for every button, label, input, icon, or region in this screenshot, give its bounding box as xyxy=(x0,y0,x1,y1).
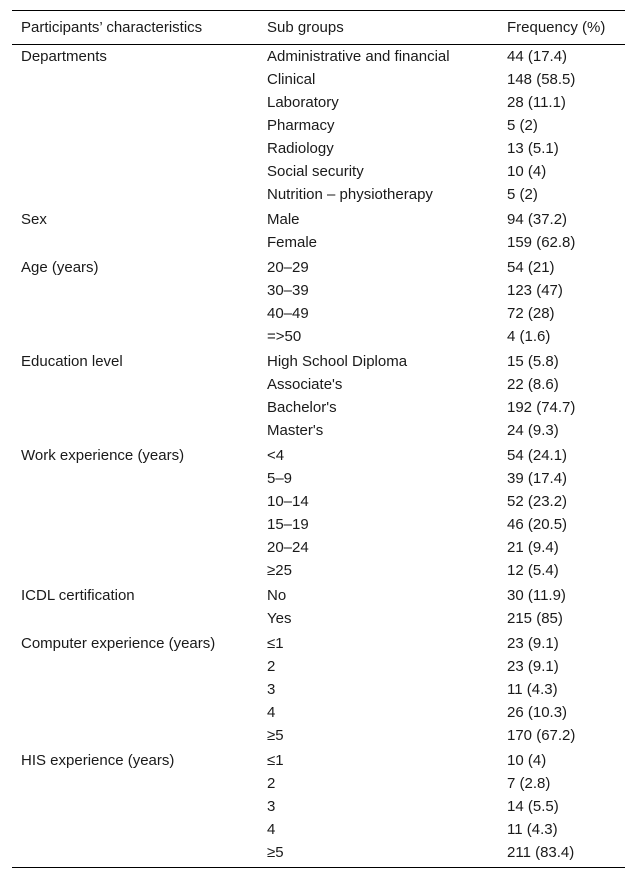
subgroup-cell: 5–9 xyxy=(267,470,293,487)
subgroup-cell: Pharmacy xyxy=(267,117,335,134)
subgroup-cell: 3 xyxy=(267,681,276,698)
subgroup-cell: 2 xyxy=(267,658,276,675)
frequency-cell: 123 (47) xyxy=(507,282,563,299)
frequency-cell: 14 (5.5) xyxy=(507,798,559,815)
table-row xyxy=(12,419,625,442)
frequency-cell: 11 (4.3) xyxy=(507,681,558,698)
subgroup-cell: 40–49 xyxy=(267,305,309,322)
characteristic-cell xyxy=(12,490,258,513)
characteristic-cell xyxy=(12,467,258,490)
subgroup-cell: 4 xyxy=(267,821,276,838)
characteristic-cell xyxy=(12,678,258,701)
frequency-cell: 5 (2) xyxy=(507,186,538,203)
characteristic-cell xyxy=(12,68,258,91)
frequency-cell: 13 (5.1) xyxy=(507,140,559,157)
subgroup-cell: Social security xyxy=(267,163,364,180)
characteristic-cell: HIS experience (years) xyxy=(21,752,175,769)
characteristic-cell xyxy=(12,419,258,442)
table-row xyxy=(12,818,625,841)
characteristic-cell: Age (years) xyxy=(21,259,99,276)
characteristic-cell xyxy=(12,795,258,818)
frequency-cell: 24 (9.3) xyxy=(507,422,559,439)
frequency-cell: 11 (4.3) xyxy=(507,821,558,838)
characteristic-cell xyxy=(12,137,258,160)
characteristic-cell: Computer experience (years) xyxy=(21,635,216,652)
characteristic-cell xyxy=(12,302,258,325)
table-row xyxy=(12,302,625,325)
characteristic-cell xyxy=(12,325,258,348)
table-row xyxy=(12,559,625,582)
frequency-cell: 26 (10.3) xyxy=(507,704,568,721)
subgroup-cell: Radiology xyxy=(267,140,334,157)
frequency-cell: 23 (9.1) xyxy=(507,635,559,652)
table-header xyxy=(12,11,625,45)
characteristic-cell xyxy=(12,772,258,795)
table-row xyxy=(12,536,625,559)
table-row xyxy=(12,630,625,655)
table-row xyxy=(12,582,625,607)
characteristic-cell xyxy=(12,513,258,536)
table-row xyxy=(12,68,625,91)
characteristic-cell: Departments xyxy=(21,48,107,65)
subgroup-cell: Administrative and financial xyxy=(267,48,450,65)
subgroup-cell: Yes xyxy=(267,610,292,627)
subgroup-cell: 30–39 xyxy=(267,282,309,299)
frequency-cell: 15 (5.8) xyxy=(507,353,559,370)
subgroup-cell: ≤1 xyxy=(267,635,284,652)
participants-table xyxy=(12,10,625,868)
subgroup-cell: Nutrition – physiotherapy xyxy=(267,186,433,203)
characteristic-cell xyxy=(12,160,258,183)
characteristic-cell: ICDL certification xyxy=(21,587,135,604)
table-row xyxy=(12,513,625,536)
frequency-cell: 94 (37.2) xyxy=(507,211,568,228)
table-row xyxy=(12,279,625,302)
table-row xyxy=(12,655,625,678)
frequency-cell: 52 (23.2) xyxy=(507,493,568,510)
table-row xyxy=(12,45,625,69)
table-row xyxy=(12,467,625,490)
table-row xyxy=(12,442,625,467)
subgroup-cell: ≥5 xyxy=(267,727,284,744)
frequency-cell: 46 (20.5) xyxy=(507,516,568,533)
characteristic-cell xyxy=(12,724,258,747)
characteristic-cell xyxy=(12,841,258,868)
subgroup-cell: ≤1 xyxy=(267,752,284,769)
table-row xyxy=(12,490,625,513)
frequency-cell: 5 (2) xyxy=(507,117,538,134)
table-row xyxy=(12,91,625,114)
subgroup-cell: Associate's xyxy=(267,376,343,393)
frequency-cell: 28 (11.1) xyxy=(507,94,566,111)
subgroup-cell: Clinical xyxy=(267,71,316,88)
frequency-cell: 4 (1.6) xyxy=(507,328,551,345)
table-row xyxy=(12,137,625,160)
header-frequency: Frequency (%) xyxy=(498,11,625,45)
frequency-cell: 215 (85) xyxy=(507,610,563,627)
frequency-cell: 44 (17.4) xyxy=(507,48,568,65)
table-row xyxy=(12,206,625,231)
frequency-cell: 12 (5.4) xyxy=(507,562,559,579)
subgroup-cell: =>50 xyxy=(267,328,302,345)
characteristic-cell: Work experience (years) xyxy=(21,447,185,464)
table-row xyxy=(12,772,625,795)
subgroup-cell: 15–19 xyxy=(267,516,309,533)
frequency-cell: 170 (67.2) xyxy=(507,727,576,744)
subgroup-cell: High School Diploma xyxy=(267,353,408,370)
table-row xyxy=(12,231,625,254)
characteristic-cell xyxy=(12,607,258,630)
table-row xyxy=(12,747,625,772)
subgroup-cell: 10–14 xyxy=(267,493,309,510)
subgroup-cell: 20–24 xyxy=(267,539,309,556)
characteristic-cell: Education level xyxy=(21,353,123,370)
subgroup-cell: Male xyxy=(267,211,300,228)
subgroup-cell: Laboratory xyxy=(267,94,339,111)
subgroup-cell: 20–29 xyxy=(267,259,309,276)
frequency-cell: 72 (28) xyxy=(507,305,555,322)
subgroup-cell: 2 xyxy=(267,775,276,792)
table-row xyxy=(12,373,625,396)
characteristic-cell xyxy=(12,183,258,206)
frequency-cell: 7 (2.8) xyxy=(507,775,551,792)
characteristic-cell xyxy=(12,114,258,137)
header-sub-groups: Sub groups xyxy=(258,11,498,45)
table-body xyxy=(12,45,625,868)
frequency-cell: 23 (9.1) xyxy=(507,658,559,675)
table-row xyxy=(12,396,625,419)
header-row xyxy=(12,11,625,45)
table-row xyxy=(12,254,625,279)
table-row xyxy=(12,325,625,348)
subgroup-cell: Master's xyxy=(267,422,324,439)
characteristic-cell xyxy=(12,396,258,419)
characteristic-cell xyxy=(12,373,258,396)
characteristic-cell xyxy=(12,231,258,254)
frequency-cell: 30 (11.9) xyxy=(507,587,566,604)
subgroup-cell: No xyxy=(267,587,287,604)
frequency-cell: 54 (21) xyxy=(507,259,555,276)
frequency-cell: 54 (24.1) xyxy=(507,447,568,464)
frequency-cell: 211 (83.4) xyxy=(498,841,625,868)
subgroup-cell: ≥5 xyxy=(258,841,498,868)
subgroup-cell: 4 xyxy=(267,704,276,721)
frequency-cell: 22 (8.6) xyxy=(507,376,559,393)
table-row xyxy=(12,678,625,701)
table-row xyxy=(12,724,625,747)
characteristic-cell xyxy=(12,91,258,114)
table-row xyxy=(12,348,625,373)
table-row xyxy=(12,183,625,206)
table-row xyxy=(12,114,625,137)
characteristic-cell: Sex xyxy=(21,211,47,228)
subgroup-cell: <4 xyxy=(267,447,285,464)
frequency-cell: 10 (4) xyxy=(507,752,547,769)
subgroup-cell: 3 xyxy=(267,798,276,815)
table-row xyxy=(12,841,625,868)
frequency-cell: 39 (17.4) xyxy=(507,470,568,487)
characteristic-cell xyxy=(12,818,258,841)
subgroup-cell: ≥25 xyxy=(267,562,292,579)
table-row xyxy=(12,160,625,183)
frequency-cell: 148 (58.5) xyxy=(507,71,576,88)
table-row xyxy=(12,795,625,818)
frequency-cell: 159 (62.8) xyxy=(507,234,576,251)
table-row xyxy=(12,701,625,724)
characteristic-cell xyxy=(12,536,258,559)
table-row xyxy=(12,607,625,630)
characteristic-cell xyxy=(12,279,258,302)
characteristic-cell xyxy=(12,655,258,678)
characteristic-cell xyxy=(12,701,258,724)
frequency-cell: 192 (74.7) xyxy=(507,399,576,416)
frequency-cell: 21 (9.4) xyxy=(507,539,559,556)
characteristic-cell xyxy=(12,559,258,582)
header-characteristics: Participants’ characteristics xyxy=(12,11,258,45)
frequency-cell: 10 (4) xyxy=(507,163,547,180)
subgroup-cell: Bachelor's xyxy=(267,399,337,416)
subgroup-cell: Female xyxy=(267,234,318,251)
